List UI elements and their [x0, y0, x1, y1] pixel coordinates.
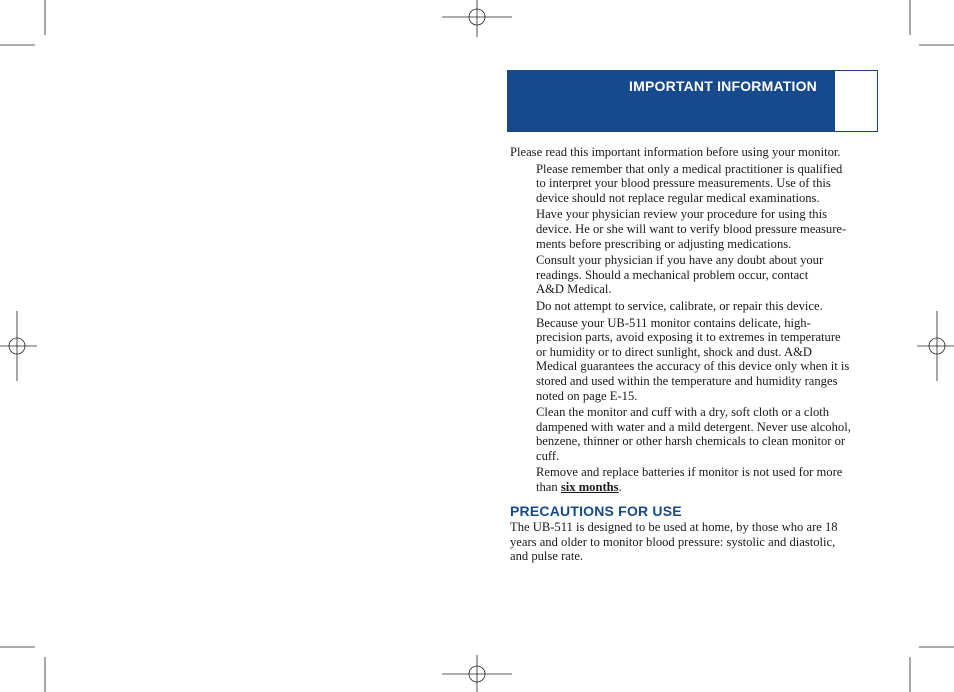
precautions-paragraph: The UB-511 is designed to be used at home, by those who are 18 years and older to monitor blood pressure: systolic and diastolic, and pulse rate.	[510, 520, 838, 564]
batteries-text-end: .	[618, 480, 622, 495]
registration-mark-bottom	[442, 655, 512, 692]
list-item-batteries	[536, 465, 880, 494]
list-item: Have your physician review your procedure for using this device. He or she will want to verify blood pressure measure- ments before prescribing or adjusting medications.	[536, 207, 847, 251]
registration-mark-top	[442, 0, 512, 37]
list-item: Do not attempt to service, calibrate, or repair this device.	[536, 298, 823, 313]
list-item: Because your UB-511 monitor contains delicate, high- precision parts, avoid exposing it to extremes in temperature or humidity or to direct sunlight, shock and dust. A&D Medical guarantees the accuracy of this device only when it is stored and used within the temperature and humidity ranges noted on page E-15.	[536, 315, 850, 403]
header-side-tab	[834, 70, 878, 132]
precautions-heading: PRECAUTIONS FOR USE	[510, 502, 682, 519]
important-information-body	[510, 145, 880, 564]
information-list	[510, 162, 880, 495]
list-item: Please remember that only a medical practitioner is qualified to interpret your blood pressure measurements. Use of this device should not replace regular medical examinations.	[536, 161, 843, 205]
page-title: IMPORTANT INFORMATION	[629, 78, 817, 94]
list-item: Consult your physician if you have any doubt about your readings. Should a mechanical problem occur, contact A&D Medical.	[536, 253, 824, 297]
registration-mark-right	[917, 311, 954, 381]
list-item: Clean the monitor and cuff with a dry, soft cloth or a cloth dampened with water and a mild detergent. Never use alcohol, benzene, thinner or other harsh chemicals to clean monitor or cuff.	[536, 405, 851, 463]
registration-mark-left	[0, 311, 37, 381]
six-months-emphasis: six months	[560, 480, 619, 495]
section-header-bar	[507, 70, 834, 132]
intro-paragraph: Please read this important information before using your monitor.	[510, 145, 841, 159]
batteries-text: Remove and replace batteries if monitor is not used for more than	[536, 465, 843, 495]
